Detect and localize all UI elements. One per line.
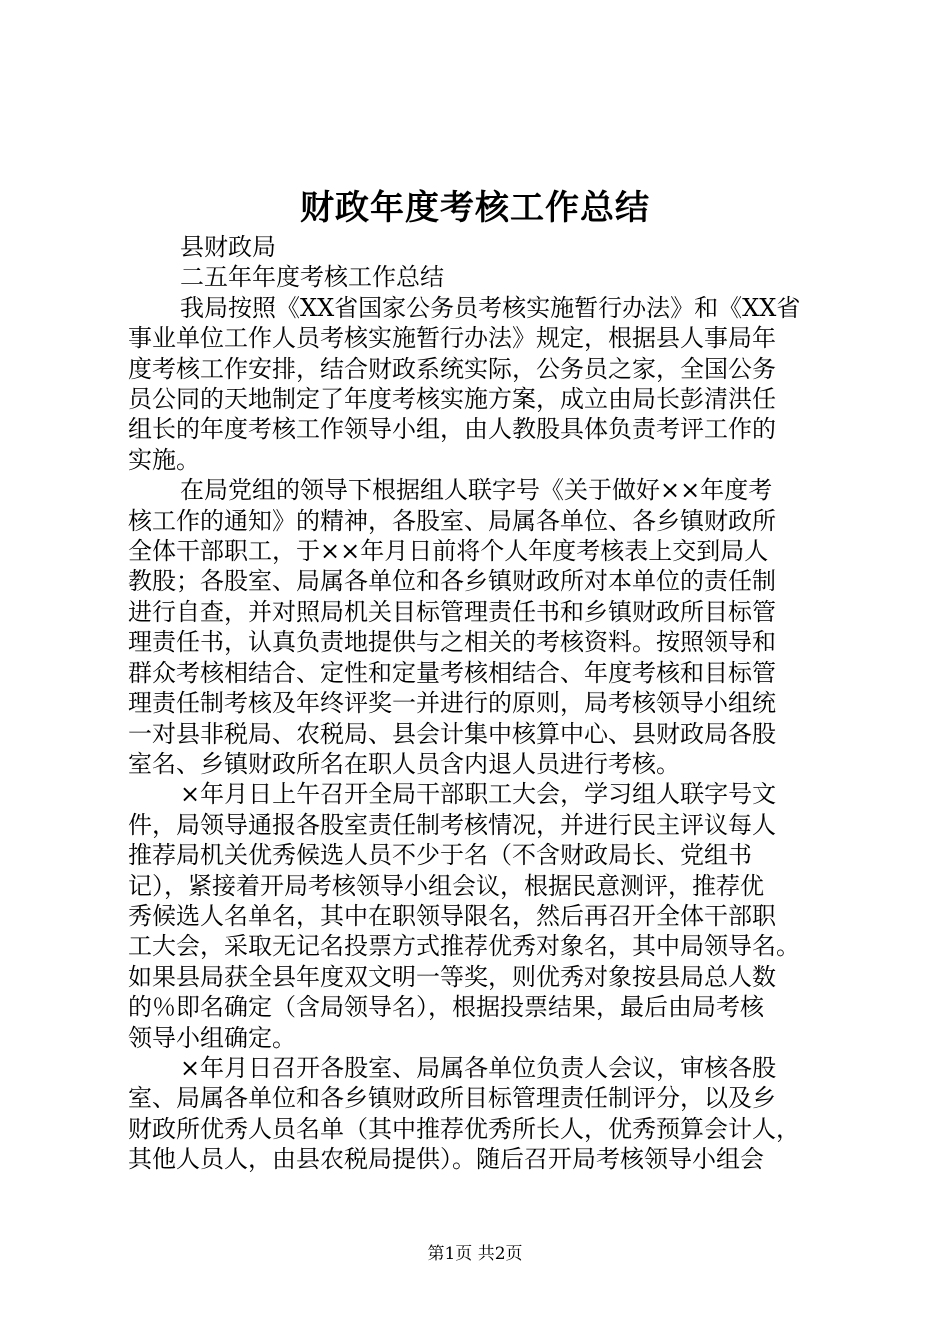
body-line: 工大会，采取无记名投票方式推荐优秀对象名，其中局领导名。 xyxy=(128,932,800,961)
body-line: 度考核工作安排，结合财政系统实际，公务员之家，全国公务 xyxy=(128,354,776,383)
body-line: 二五年年度考核工作总结 xyxy=(180,263,444,292)
body-line: 理责任制考核及年终评奖一并进行的原则，局考核领导小组统 xyxy=(128,689,776,718)
body-line: 室、局属各单位和各乡镇财政所目标管理责任制评分，以及乡 xyxy=(128,1084,776,1113)
body-line: 如果县局获全县年度双文明一等奖，则优秀对象按县局总人数 xyxy=(128,962,776,991)
body-line: 教股；各股室、局属各单位和各乡镇财政所对本单位的责任制 xyxy=(128,567,776,596)
body-line: 核工作的通知》的精神，各股室、局属各单位、各乡镇财政所 xyxy=(128,506,776,535)
body-line: 其他人员人，由县农税局提供）。随后召开局考核领导小组会 xyxy=(128,1145,764,1174)
body-line: 理责任书，认真负责地提供与之相关的考核资料。按照领导和 xyxy=(128,628,776,657)
document-body xyxy=(128,232,830,1175)
document-title: 财政年度考核工作总结 xyxy=(300,188,650,228)
body-line: 在局党组的领导下根据组人联字号《关于做好××年度考 xyxy=(180,476,773,505)
page-footer: 第1页 共2页 xyxy=(427,1244,523,1264)
body-line: 秀候选人名单名，其中在职领导限名，然后再召开全体干部职 xyxy=(128,901,776,930)
body-line: 一对县非税局、农税局、县会计集中核算中心、县财政局各股 xyxy=(128,719,776,748)
body-line: 进行自查，并对照局机关目标管理责任书和乡镇财政所目标管 xyxy=(128,597,776,626)
body-line: ×年月日召开各股室、局属各单位负责人会议，审核各股 xyxy=(180,1053,777,1082)
body-line: 推荐局机关优秀候选人员不少于名（不含财政局长、党组书 xyxy=(128,841,752,870)
body-line: 财政所优秀人员名单（其中推荐优秀所长人，优秀预算会计人， xyxy=(128,1114,800,1143)
body-line: 实施。 xyxy=(128,445,200,474)
body-line: 件，局领导通报各股室责任制考核情况，并进行民主评议每人 xyxy=(128,810,776,839)
body-line: 我局按照《XX省国家公务员考核实施暂行办法》和《XX省 xyxy=(180,293,801,322)
body-line: 记），紧接着开局考核领导小组会议，根据民意测评，推荐优 xyxy=(128,871,764,900)
body-line: ×年月日上午召开全局干部职工大会，学习组人联字号文 xyxy=(180,780,777,809)
body-line: 领导小组确定。 xyxy=(128,1023,296,1052)
body-line: 组长的年度考核工作领导小组，由人教股具体负责考评工作的 xyxy=(128,415,776,444)
body-line: 员公同的天地制定了年度考核实施方案，成立由局长彭清洪任 xyxy=(128,385,776,414)
body-line: 的％即名确定（含局领导名），根据投票结果，最后由局考核 xyxy=(128,993,764,1022)
body-line: 群众考核相结合、定性和定量考核相结合、年度考核和目标管 xyxy=(128,658,776,687)
body-line: 全体干部职工，于××年月日前将个人年度考核表上交到局人 xyxy=(128,537,769,566)
body-line: 室名、乡镇财政所名在职人员含内退人员进行考核。 xyxy=(128,749,680,778)
body-line: 事业单位工作人员考核实施暂行办法》规定，根据县人事局年 xyxy=(128,324,776,353)
body-line: 县财政局 xyxy=(180,233,276,261)
